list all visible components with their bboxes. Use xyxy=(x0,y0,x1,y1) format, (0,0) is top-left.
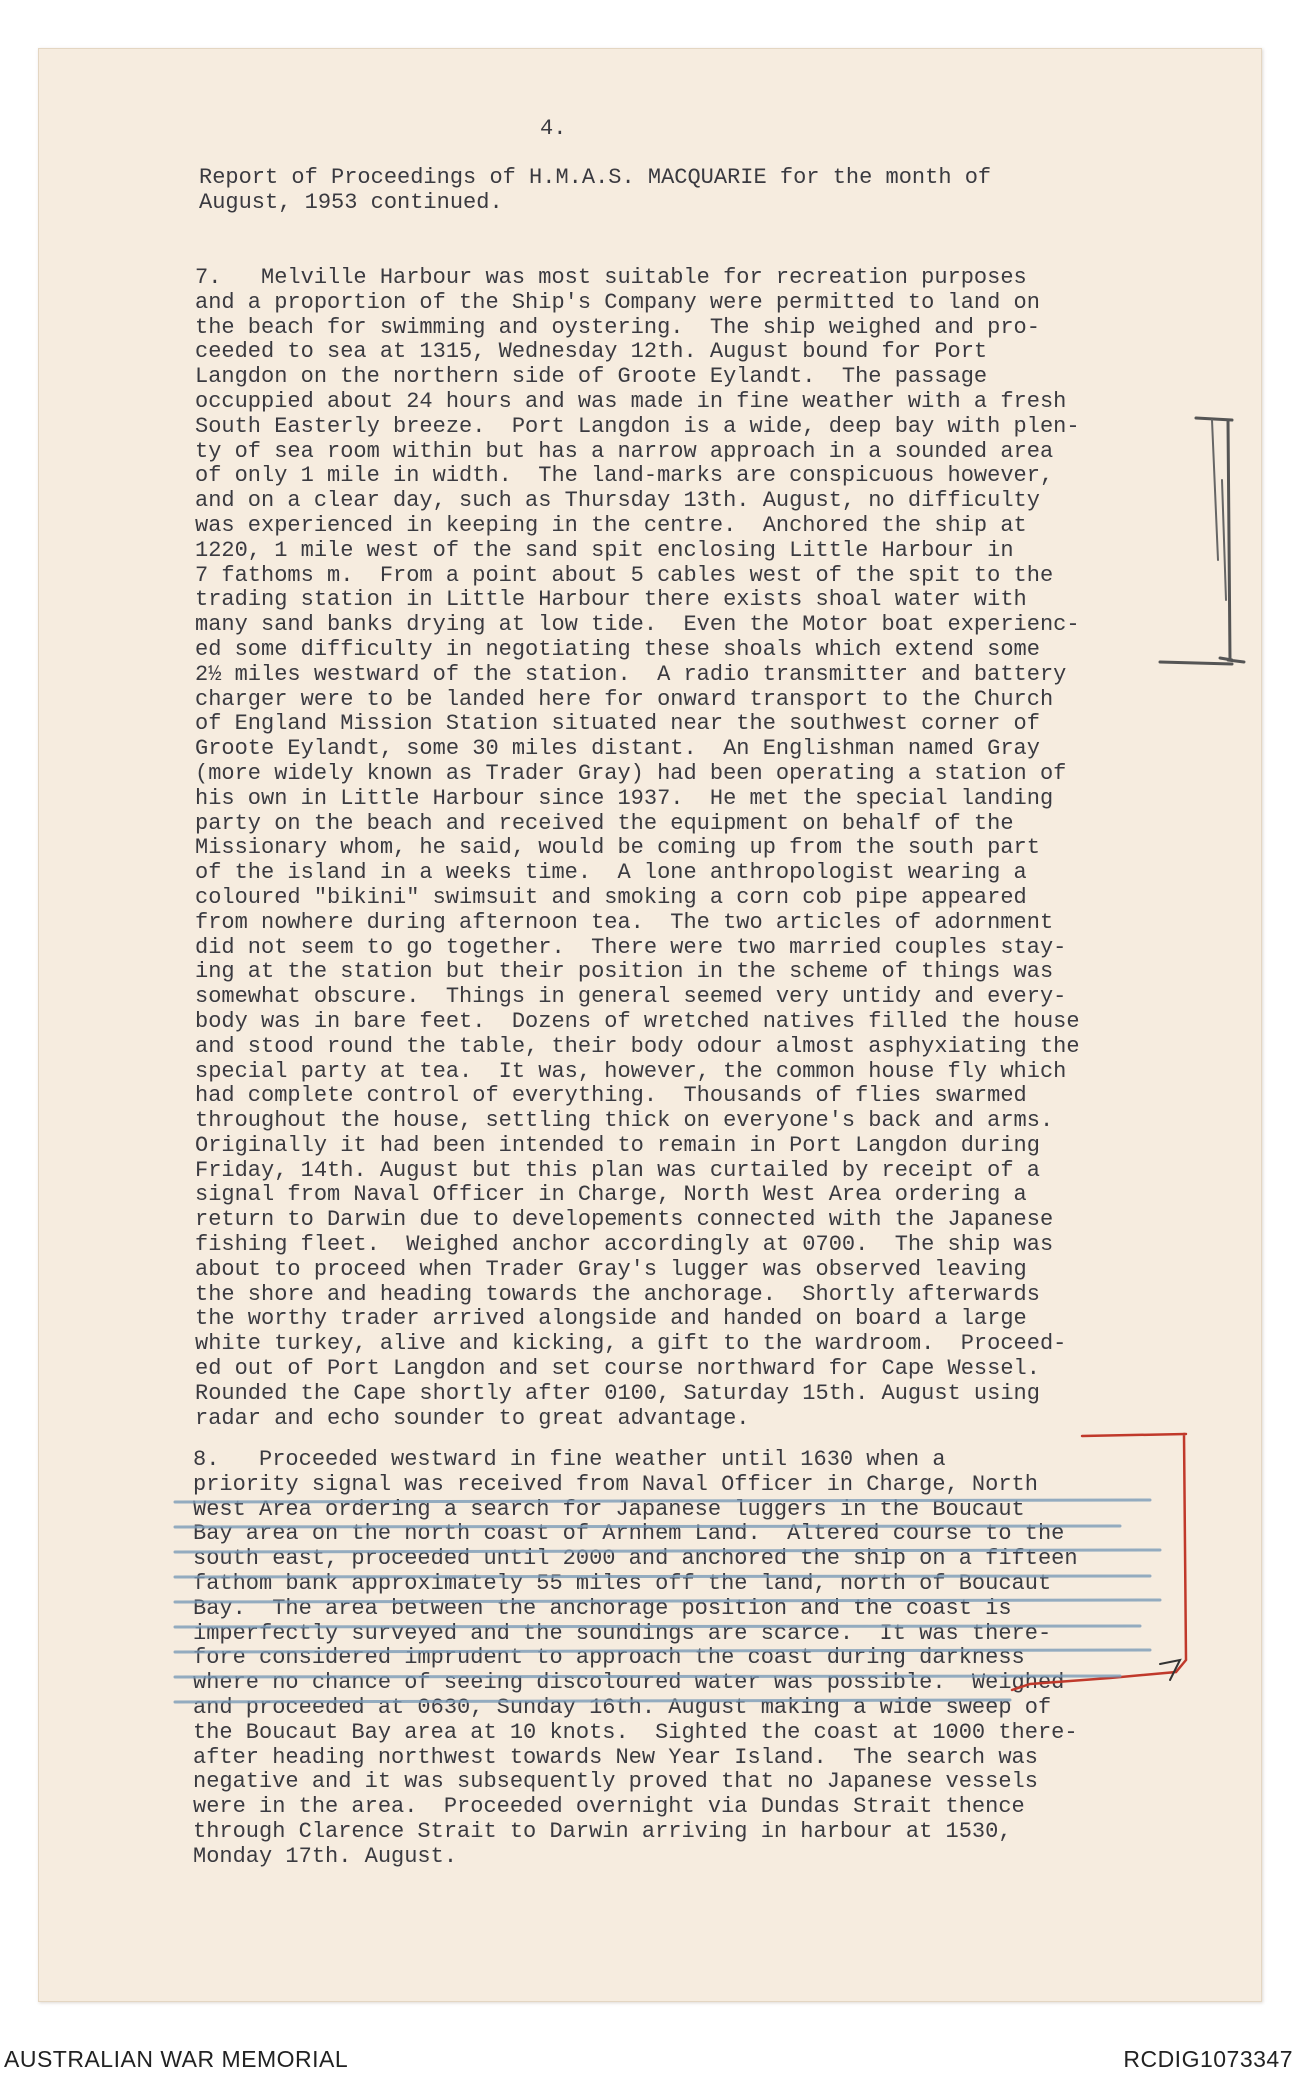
text-line: party on the beach and received the equipment on behalf of the xyxy=(195,810,1014,836)
text-line: and proceeded at 0630, Sunday 16th. August making a wide sweep of xyxy=(193,1694,1052,1720)
paragraph-7 xyxy=(195,266,1080,1431)
text-line: special party at tea. It was, however, the common house fly which xyxy=(195,1058,1067,1084)
text-line: (more widely known as Trader Gray) had been operating a station of xyxy=(195,760,1067,786)
text-line: 1220, 1 mile west of the sand spit enclosing Little Harbour in xyxy=(195,537,1014,563)
text-line: South Easterly breeze. Port Langdon is a wide, deep bay with plen- xyxy=(195,413,1080,439)
text-line: priority signal was received from Naval Officer in Charge, North xyxy=(193,1471,1038,1497)
text-line: about to proceed when Trader Gray's lugger was observed leaving xyxy=(195,1256,1027,1282)
text-line: was experienced in keeping in the centre. Anchored the ship at xyxy=(195,512,1027,538)
text-line: throughout the house, settling thick on everyone's back and arms. xyxy=(195,1108,1054,1134)
heading-line: August, 1953 continued. xyxy=(199,189,503,215)
text-line: and a proportion of the Ship's Company were permitted to land on xyxy=(195,289,1040,315)
text-line: ed some difficulty in negotiating these shoals which extend some xyxy=(195,636,1040,662)
text-line: through Clarence Strait to Darwin arriving in harbour at 1530, xyxy=(193,1818,1012,1844)
text-line: many sand banks drying at low tide. Even the Motor boat experienc- xyxy=(195,612,1080,638)
text-line: from nowhere during afternoon tea. The two articles of adornment xyxy=(195,909,1054,935)
text-line: Missionary whom, he said, would be coming up from the south part xyxy=(195,835,1040,861)
text-line: and on a clear day, such as Thursday 13th. August, no difficulty xyxy=(195,488,1040,514)
text-line: the beach for swimming and oystering. The ship weighed and pro- xyxy=(195,314,1040,340)
text-line: occuppied about 24 hours and was made in fine weather with a fresh xyxy=(195,388,1067,414)
text-line: ed out of Port Langdon and set course northward for Cape Wessel. xyxy=(195,1356,1040,1382)
text-line: Langdon on the northern side of Groote Eylandt. The passage xyxy=(195,364,988,390)
text-line: 7. Melville Harbour was most suitable for recreation purposes xyxy=(195,265,1027,290)
text-line: of the island in a weeks time. A lone anthropologist wearing a xyxy=(195,860,1027,886)
text-line: did not seem to go together. There were two married couples stay- xyxy=(195,934,1067,960)
text-line: ceeded to sea at 1315, Wednesday 12th. August bound for Port xyxy=(195,339,988,365)
text-line: charger were to be landed here for onward transport to the Church xyxy=(195,686,1054,712)
text-line: after heading northwest towards New Year Island. The search was xyxy=(193,1744,1038,1770)
text-line: Bay. The area between the anchorage position and the coast is xyxy=(193,1595,1012,1621)
text-line: Rounded the Cape shortly after 0100, Saturday 15th. August using xyxy=(195,1380,1040,1406)
text-line: 2½ miles westward of the station. A radio transmitter and battery xyxy=(195,661,1067,687)
text-line: the shore and heading towards the anchorage. Shortly afterwards xyxy=(195,1281,1040,1307)
text-line: Groote Eylandt, some 30 miles distant. An Englishman named Gray xyxy=(195,736,1040,762)
report-heading xyxy=(199,166,991,216)
text-line: coloured "bikini" swimsuit and smoking a corn cob pipe appeared xyxy=(195,884,1027,910)
footer-id: RCDIG1073347 xyxy=(1123,2046,1293,2072)
text-line: Friday, 14th. August but this plan was curtailed by receipt of a xyxy=(195,1157,1040,1183)
text-line: 7 fathoms m. From a point about 5 cables west of the spit to the xyxy=(195,562,1054,588)
page-number: 4. xyxy=(540,116,567,141)
text-line: trading station in Little Harbour there exists shoal water with xyxy=(195,587,1027,613)
text-line: fathom bank approximately 55 miles off the land, north of Boucaut xyxy=(193,1570,1052,1596)
text-line: fishing fleet. Weighed anchor accordingly at 0700. The ship was xyxy=(195,1232,1054,1258)
text-line: radar and echo sounder to great advantage. xyxy=(195,1405,750,1431)
text-line: 8. Proceeded westward in fine weather until 1630 when a xyxy=(193,1447,946,1472)
text-line: were in the area. Proceeded overnight via Dundas Strait thence xyxy=(193,1794,1025,1820)
text-line: ty of sea room within but has a narrow approach in a sounded area xyxy=(195,438,1054,464)
text-line: negative and it was subsequently proved that no Japanese vessels xyxy=(193,1769,1038,1795)
paragraph-8 xyxy=(193,1448,1078,1870)
footer-source: AUSTRALIAN WAR MEMORIAL xyxy=(4,2046,349,2072)
text-line: of only 1 mile in width. The land-marks are conspicuous however, xyxy=(195,463,1054,489)
text-line: of England Mission Station situated near the southwest corner of xyxy=(195,711,1040,737)
text-line: Originally it had been intended to remain in Port Langdon during xyxy=(195,1132,1040,1158)
text-line: the worthy trader arrived alongside and handed on board a large xyxy=(195,1306,1027,1332)
text-line: imperfectly surveyed and the soundings are scarce. It was there- xyxy=(193,1620,1052,1646)
text-line: the Boucaut Bay area at 10 knots. Sighted the coast at 1000 there- xyxy=(193,1719,1078,1745)
text-line: south east, proceeded until 2000 and anchored the ship on a fifteen xyxy=(193,1546,1078,1572)
text-line: signal from Naval Officer in Charge, North West Area ordering a xyxy=(195,1182,1027,1208)
text-line: West Area ordering a search for Japanese luggers in the Boucaut xyxy=(193,1496,1025,1522)
heading-line: Report of Proceedings of H.M.A.S. MACQUARIE for the month of xyxy=(199,165,992,190)
text-line: Bay area on the north coast of Arnhem Land. Altered course to the xyxy=(193,1521,1065,1547)
text-line: ing at the station but their position in the scheme of things was xyxy=(195,959,1054,985)
text-line: had complete control of everything. Thousands of flies swarmed xyxy=(195,1083,1027,1109)
text-line: his own in Little Harbour since 1937. He met the special landing xyxy=(195,785,1054,811)
text-line: body was in bare feet. Dozens of wretched natives filled the house xyxy=(195,1008,1080,1034)
text-line: return to Darwin due to developements connected with the Japanese xyxy=(195,1207,1054,1233)
text-line: where no chance of seeing discoloured water was possible. Weighed xyxy=(193,1670,1065,1696)
text-line: Monday 17th. August. xyxy=(193,1843,458,1869)
text-line: white turkey, alive and kicking, a gift to the wardroom. Proceed- xyxy=(195,1331,1067,1357)
text-line: somewhat obscure. Things in general seemed very untidy and every- xyxy=(195,984,1067,1010)
text-line: fore considered imprudent to approach the coast during darkness xyxy=(193,1645,1025,1671)
text-line: and stood round the table, their body odour almost asphyxiating the xyxy=(195,1033,1080,1059)
